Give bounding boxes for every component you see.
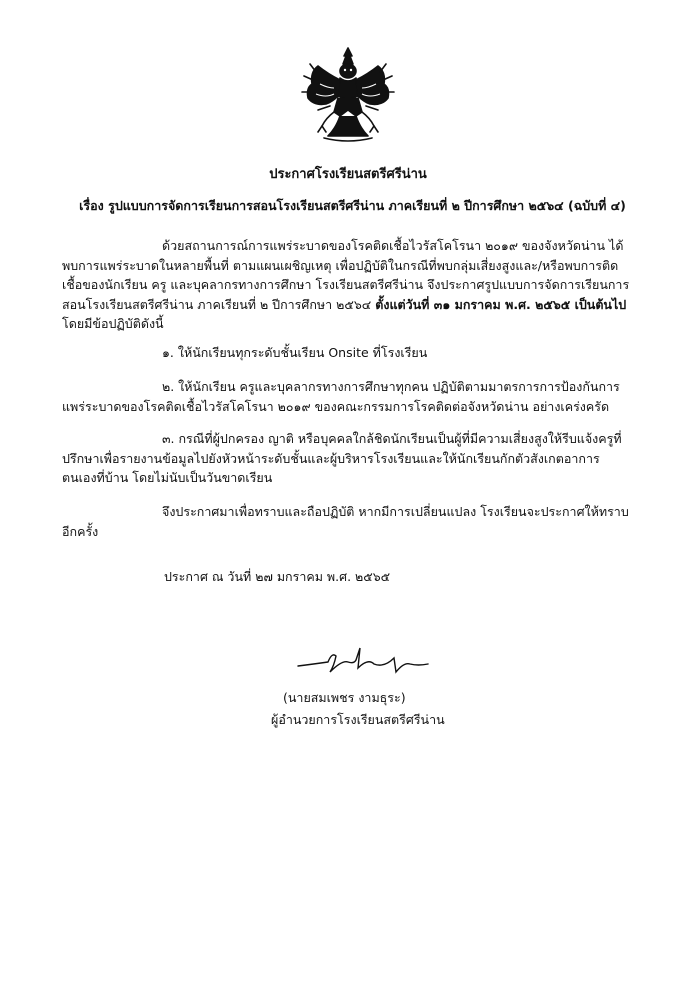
closing-text: จึงประกาศมาเพื่อทราบและถือปฏิบัติ หากมีการเปลี่ยนแปลง โรงเรียนจะประกาศให้ทราบอีกครั้ง bbox=[62, 504, 629, 539]
page-title: ประกาศโรงเรียนสตรีศรีน่าน bbox=[269, 167, 427, 182]
list-item bbox=[62, 429, 632, 488]
intro-text: ด้วยสถานการณ์การแพร่ระบาดของโรคติดเชื้อไวรัสโคโรนา ๒๐๑๙ ของจังหวัดน่าน ได้พบการแพร่ระบาดในหลายพื้นที่ ตามแผนเผชิญเหตุ เพื่อปฏิบัติในกรณีที่พบกลุ่มเสี่ยงสูงและ/หรือพบการติดเชื้อของนักเรียน ครู และบุคลากรทางการศึกษา โรงเรียนสตรีศรีน่าน จึงประกาศรูปแบบการจัดการเรียนการสอนโรงเรียนสตรีศรีน่าน ภาคเรียนที่ ๒ ปีการศึกษา ๒๕๖๔ bbox=[62, 238, 630, 312]
item-text: ๒. ให้นักเรียน ครูและบุคลากรทางการศึกษาทุกคน ปฏิบัติตามมาตรการการป้องกันการแพร่ระบาดของโรคติดเชื้อไวรัสโคโรนา ๒๐๑๙ ของคณะกรรมการโรคติดต่อจังหวัดน่าน อย่างเคร่งครัด bbox=[62, 379, 620, 414]
signature-icon bbox=[294, 642, 434, 682]
list-item bbox=[62, 343, 632, 363]
item-text: ๓. กรณีที่ผู้ปกครอง ญาติ หรือบุคคลใกล้ชิดนักเรียนเป็นผู้ที่มีความเสี่ยงสูงให้รีบแจ้งครูที่ปรึกษาเพื่อรายงานข้อมูลไปยังหัวหน้าระดับชั้นและผู้บริหารโรงเรียนและให้นักเรียนกักตัวสังเกตอาการตนเองที่บ้าน โดยไม่นับเป็นวันขาดเรียน bbox=[62, 431, 622, 485]
intro-tail: โดยมีข้อปฏิบัติดังนี้ bbox=[62, 316, 164, 331]
closing-paragraph bbox=[62, 502, 632, 541]
effective-date: ตั้งแต่วันที่ ๓๑ มกราคม พ.ศ. ๒๕๖๕ เป็นต้นไป bbox=[375, 296, 627, 312]
intro-paragraph bbox=[62, 236, 632, 334]
signer-position: ผู้อำนวยการโรงเรียนสตรีศรีน่าน bbox=[271, 712, 445, 727]
list-item bbox=[62, 377, 632, 416]
document-subject: เรื่อง รูปแบบการจัดการเรียนการสอนโรงเรียนสตรีศรีน่าน ภาคเรียนที่ ๒ ปีการศึกษา ๒๕๖๔ (ฉบับที่ ๔) bbox=[79, 198, 626, 213]
announcement-date: ประกาศ ณ วันที่ ๒๗ มกราคม พ.ศ. ๒๕๖๕ bbox=[164, 569, 391, 584]
signer-name: (นายสมเพชร งามธุระ) bbox=[283, 690, 406, 705]
item-text: ๑. ให้นักเรียนทุกระดับชั้นเรียน Onsite ที่โรงเรียน bbox=[162, 345, 428, 360]
garuda-emblem-icon bbox=[300, 44, 396, 148]
